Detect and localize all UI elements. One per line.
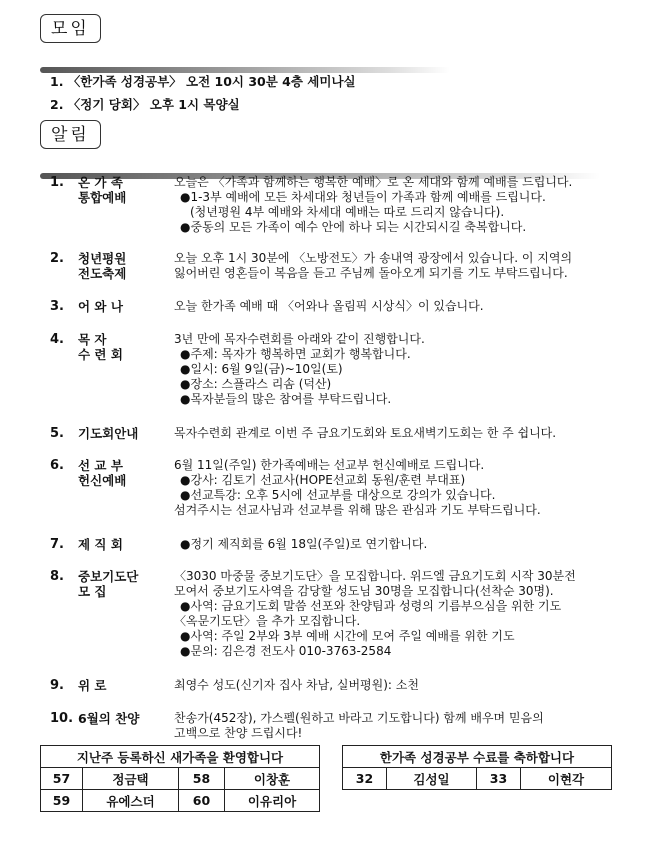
notice-number: 6. <box>50 458 64 473</box>
notice-number: 2. <box>50 251 64 266</box>
notice-item-8 <box>50 569 610 659</box>
notices-header-label: 알림 <box>40 120 101 149</box>
notice-body: 〈3030 마중물 중보기도단〉을 모집합니다. 위드엘 금요기도회 시작 30분전 모여서 중보기도사역을 감당할 성도님 30명을 모집합니다(선착순 30명). ●사역: 금요기도회 말씀 선포와 찬양팀과 성령의 기름부으심을 위한 기도 〈옥문기도단〉을 추가 모집합니다. ●사역: 주일 2부와 3부 예배 시간에 모여 주일 예배를 위한 기도 ●문의: 김은경 전도사 010-3763-2584 <box>174 569 576 658</box>
notice-item-4 <box>50 332 610 407</box>
notice-item-9 <box>50 678 610 693</box>
notice-body: 오늘은 〈가족과 함께하는 행복한 예배〉로 온 세대와 함께 예배를 드립니다. ●1-3부 예배에 모든 차세대와 청년들이 가족과 함께 예배를 드립니다. (청년평원 4부 예배와 차세대 예배는 따로 드리지 않습니다). ●중동의 모든 가족이 예수 안에 하나 되는 시간되시길 축복합니다. <box>174 175 573 234</box>
notice-number: 8. <box>50 569 64 584</box>
notice-number: 10. <box>50 711 74 726</box>
congrats-table-title: 한가족 성경공부 수료를 축하합니다 <box>343 746 612 768</box>
notices-section-header <box>40 120 101 149</box>
table-row: 57 정금택 58 이창훈 <box>41 768 320 790</box>
notice-title: 위 로 <box>78 678 107 693</box>
welcome-table <box>40 745 320 812</box>
notice-title: 어 와 나 <box>78 299 123 314</box>
notice-body: 3년 만에 목자수련회를 아래와 같이 진행합니다. ●주제: 목자가 행복하면 교회가 행복합니다. ●일시: 6월 9일(금)~10일(토) ●장소: 스플라스 리솜 (덕산) ●목자분들의 많은 참여를 부탁드립니다. <box>174 332 425 406</box>
notice-number: 7. <box>50 537 64 552</box>
notice-number: 3. <box>50 299 64 314</box>
notice-title: 중보기도단 모 집 <box>78 569 139 599</box>
meeting-item-1: 1. 〈한가족 성경공부〉 오전 10시 30분 4층 세미나실 <box>50 74 356 89</box>
welcome-table-title: 지난주 등록하신 새가족을 환영합니다 <box>41 746 320 768</box>
notice-body: ●정기 제직회를 6월 18일(주일)로 연기합니다. <box>180 537 428 551</box>
congrats-table <box>342 745 612 790</box>
table-row: 59 유에스더 60 이유리아 <box>41 790 320 812</box>
notice-number: 9. <box>50 678 64 693</box>
notice-item-2 <box>50 251 610 281</box>
notice-title: 온 가 족 통합예배 <box>78 175 127 205</box>
notice-title: 기도회안내 <box>78 426 139 441</box>
notice-item-10 <box>50 711 610 741</box>
notice-number: 4. <box>50 332 64 347</box>
notice-body: 찬송가(452장), 가스펠(원하고 바라고 기도합니다) 함께 배우며 믿음의 고백으로 찬양 드립시다! <box>174 711 544 740</box>
notice-body: 목자수련회 관계로 이번 주 금요기도회와 토요새벽기도회는 한 주 쉽니다. <box>174 426 557 440</box>
notice-number: 1. <box>50 175 64 190</box>
notice-title: 목 자 수 련 회 <box>78 332 123 362</box>
notice-body: 오늘 한가족 예배 때 〈어와나 올림픽 시상식〉이 있습니다. <box>174 299 484 313</box>
notice-item-6 <box>50 458 610 518</box>
meeting-item-2: 2. 〈정기 당회〉 오후 1시 목양실 <box>50 97 240 112</box>
notice-item-3 <box>50 299 610 314</box>
notice-item-5 <box>50 426 610 441</box>
notice-title: 6월의 찬양 <box>78 711 140 726</box>
notice-body: 최영수 성도(신기자 집사 차남, 실버평원): 소천 <box>174 678 419 692</box>
meeting-section-header <box>40 14 101 43</box>
table-row: 32 김성일 33 이현각 <box>343 768 612 790</box>
notice-title: 청년평원 전도축제 <box>78 251 127 281</box>
notice-number: 5. <box>50 426 64 441</box>
notice-item-7 <box>50 537 610 552</box>
notice-item-1 <box>50 175 610 235</box>
notice-body: 6월 11일(주일) 한가족예배는 선교부 헌신예배로 드립니다. ●강사: 김토기 선교사(HOPE선교회 동원/훈련 부대표) ●선교특강: 오후 5시에 선교부를 대상으로 강의가 있습니다. 섬겨주시는 선교사님과 선교부를 위해 많은 관심과 기도 부탁드립니다. <box>174 458 541 517</box>
notice-title: 선 교 부 헌신예배 <box>78 458 127 488</box>
notice-body: 오늘 오후 1시 30분에 〈노방전도〉가 송내역 광장에서 있습니다. 이 지역의 잃어버린 영혼들이 복음을 듣고 주님께 돌아오게 되기를 기도 부탁드립니다. <box>174 251 573 280</box>
meeting-header-label: 모임 <box>40 14 101 43</box>
notice-title: 제 직 회 <box>78 537 123 552</box>
